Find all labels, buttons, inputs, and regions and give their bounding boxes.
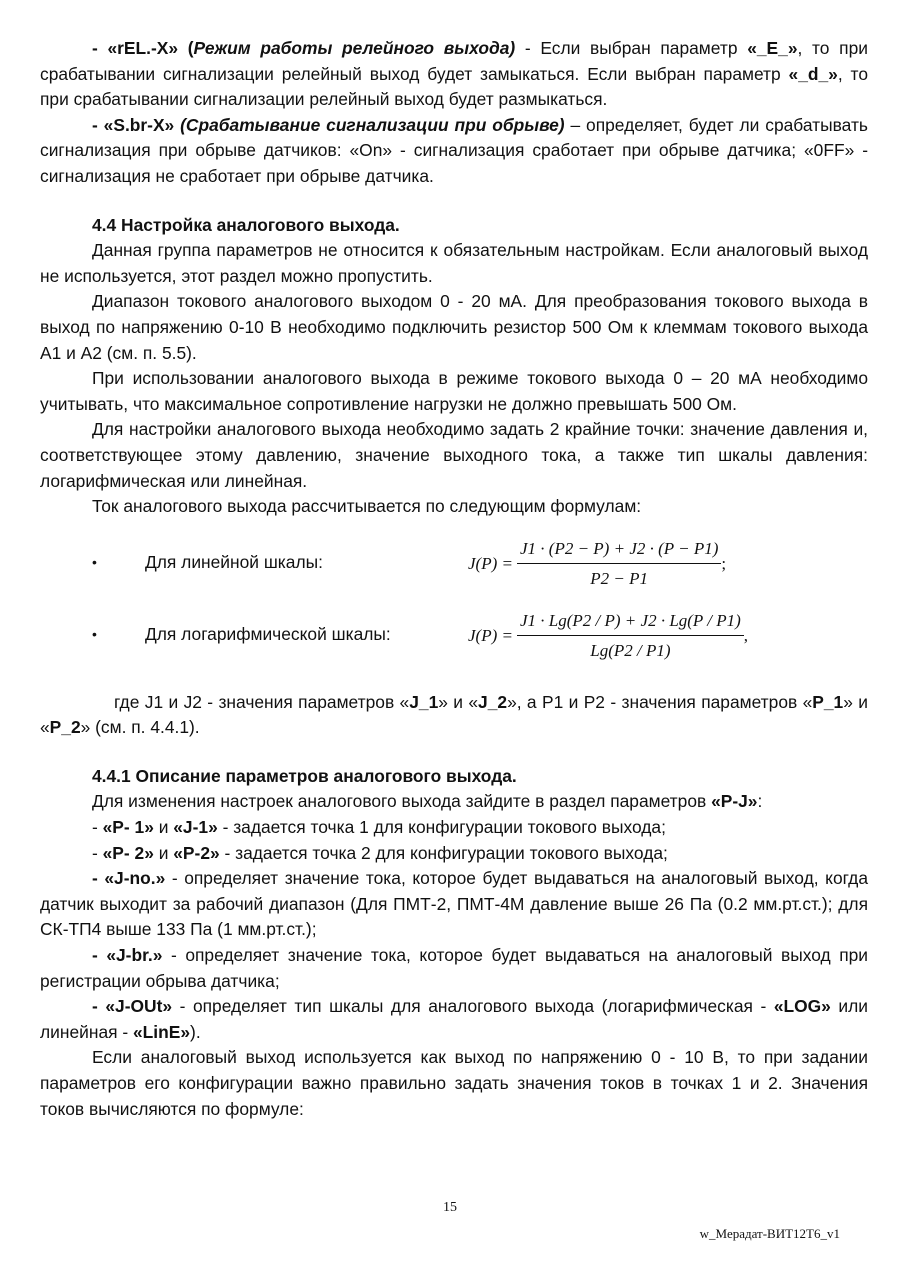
text-span: -	[92, 817, 103, 838]
text-span: » (см. п. 4.4.1).	[80, 717, 200, 738]
paragraph-voltage-output: Если аналоговый выход используется как выход по напряжению 0 - 10 В, то при задании параметров его конфигурации важно правильно задать значения токов в точках 1 и 2. Значения токов вычисляются по формуле:	[40, 1047, 868, 1119]
text-span: :	[757, 791, 763, 812]
text-span: «LinE»	[133, 1021, 191, 1042]
text-span: «P-2»	[173, 842, 220, 863]
option-e: «_E_»	[747, 38, 798, 58]
text-span: - Если выбран параметр	[515, 38, 748, 58]
text-span: ).	[190, 1021, 201, 1042]
formula-lhs: J(P) =	[468, 553, 513, 573]
text-span: или линейная -	[40, 996, 868, 1042]
param-sbr-x: - «S.br-X»	[92, 114, 175, 135]
paragraph-range: Диапазон токового аналогового выходом 0 - 20 мА. Для преобразования токового выхода в выход по напряжению 0-10 В необходимо подключить резистор 500 Ом к клеммам токового выхода А1 и А2 (см. п. 5.5).	[40, 291, 868, 363]
list-item-j-out	[40, 994, 868, 1045]
text-span: «P-J»	[711, 791, 758, 812]
text-span: где J1 и J2 - значения параметров «	[114, 691, 410, 712]
text-span: - определяет значение тока, которое будет выдаваться на аналоговый выход при регистрации обрыва датчика;	[40, 945, 868, 991]
formula-fraction	[517, 536, 721, 592]
formula-denominator: Lg(P2 / P1)	[590, 641, 671, 661]
paragraph-pj-intro	[40, 789, 868, 815]
text-span: », а Р1 и Р2 - значения параметров «	[507, 691, 813, 712]
bullet-linear	[40, 534, 868, 598]
text-span: » и «	[40, 691, 868, 738]
text-span: -	[92, 842, 103, 863]
text-span: «P- 2»	[102, 842, 154, 863]
param-sbr-x-title: (Срабатывание сигнализации при обрыве)	[174, 114, 565, 135]
formula-denominator: P2 − P1	[590, 569, 649, 589]
option-d: «_d_»	[788, 63, 838, 84]
page-number: 15	[443, 1200, 457, 1215]
text-span: , то при срабатывании сигнализации релейный выход будет размыкаться.	[40, 63, 868, 110]
bullet-mark: •	[92, 553, 97, 570]
list-item-point1	[40, 815, 868, 841]
paragraph-optional: Данная группа параметров не относится к обязательным настройкам. Если аналоговый выход не используется, этот раздел можно пропустить.	[40, 240, 868, 286]
text-span: и	[153, 842, 174, 863]
text-span: – определяет, будет ли срабатывать сигнализация при обрыве датчиков: «On» - сигнализация сработает при обрыве датчика; «0FF» - сигнализация не сработает при обрыве датчика.	[40, 114, 868, 186]
bullet-label-linear: Для линейной шкалы:	[145, 551, 323, 572]
document-page	[40, 36, 868, 1122]
text-span: - «J-br.»	[92, 945, 163, 966]
text-span: «LOG»	[773, 996, 831, 1017]
formula-tail: ,	[743, 625, 749, 645]
text-span: » и «	[438, 691, 479, 712]
paragraph-break-alarm	[40, 113, 868, 190]
text-span: «P- 1»	[102, 817, 154, 838]
paragraph-where	[40, 690, 868, 741]
text-span: - определяет значение тока, которое будет выдаваться на аналоговый выход, когда датчик выходит за рабочий диапазон (Для ПМТ-2, ПМТ-4М давление выше 26 Па (0.2 мм.рт.ст.); для СК-ТП4 выше 133 Па (1 мм.рт.ст.);	[40, 868, 868, 940]
text-span: P_2	[49, 717, 81, 738]
text-span: , то при срабатывании сигнализации релейный выход будет замыкаться. Если выбран параметр	[40, 38, 868, 84]
formula-numerator: J1 · Lg(P2 / P) + J2 · Lg(P / P1)	[517, 608, 744, 637]
text-span: - «J-no.»	[92, 868, 166, 889]
bullet-log	[40, 608, 868, 672]
formula-lhs: J(P) =	[468, 625, 513, 645]
param-rel-x-title: Режим работы релейного выхода)	[193, 38, 516, 58]
paragraph-load: При использовании аналогового выхода в режиме токового выхода 0 – 20 мА необходимо учитывать, что максимальное сопротивление нагрузки не должно превышать 500 Ом.	[40, 368, 868, 414]
formula-linear	[468, 536, 726, 592]
text-span: J_1	[409, 691, 439, 712]
text-span: «J-1»	[173, 817, 218, 838]
text-span: Для изменения настроек аналогового выхода зайдите в раздел параметров	[92, 791, 712, 812]
paragraph-points: Для настройки аналогового выхода необходимо задать 2 крайние точки: значение давления и, соответствующее этому давлению, значение выходного тока, а также тип шкалы давления: логарифмическая или линейная.	[40, 419, 868, 491]
text-span: - определяет тип шкалы для аналогового выхода (логарифмическая -	[172, 996, 774, 1017]
formula-fraction	[517, 608, 744, 664]
paragraph-relay-mode	[40, 36, 868, 113]
text-span: - задается точка 2 для конфигурации токового выхода;	[219, 842, 668, 863]
bullet-label-log: Для логарифмической шкалы:	[145, 623, 391, 644]
bullet-mark: •	[92, 625, 97, 642]
section-heading-4-4-1: 4.4.1 Описание параметров аналогового выхода.	[92, 765, 517, 786]
text-span: J_2	[478, 691, 508, 712]
footer-doc-id: w_Мерадат-ВИТ12Т6_v1	[699, 1226, 840, 1241]
section-heading-4-4: 4.4 Настройка аналогового выхода.	[92, 214, 400, 235]
param-rel-x: - «rEL.-X» (	[92, 38, 194, 58]
formula-log	[468, 608, 748, 664]
list-item-point2	[40, 841, 868, 867]
formula-tail: ;	[721, 553, 727, 573]
formula-numerator: J1 · (P2 − P) + J2 · (P − P1)	[517, 536, 721, 565]
list-item-j-br	[40, 943, 868, 994]
text-span: - задается точка 1 для конфигурации токового выхода;	[217, 817, 666, 838]
text-span: P_1	[812, 691, 844, 712]
text-span: и	[153, 817, 174, 838]
paragraph-formulas-intro: Ток аналогового выхода рассчитывается по следующим формулам:	[92, 496, 642, 517]
list-item-j-no	[40, 866, 868, 943]
text-span: - «J-OUt»	[92, 996, 173, 1017]
